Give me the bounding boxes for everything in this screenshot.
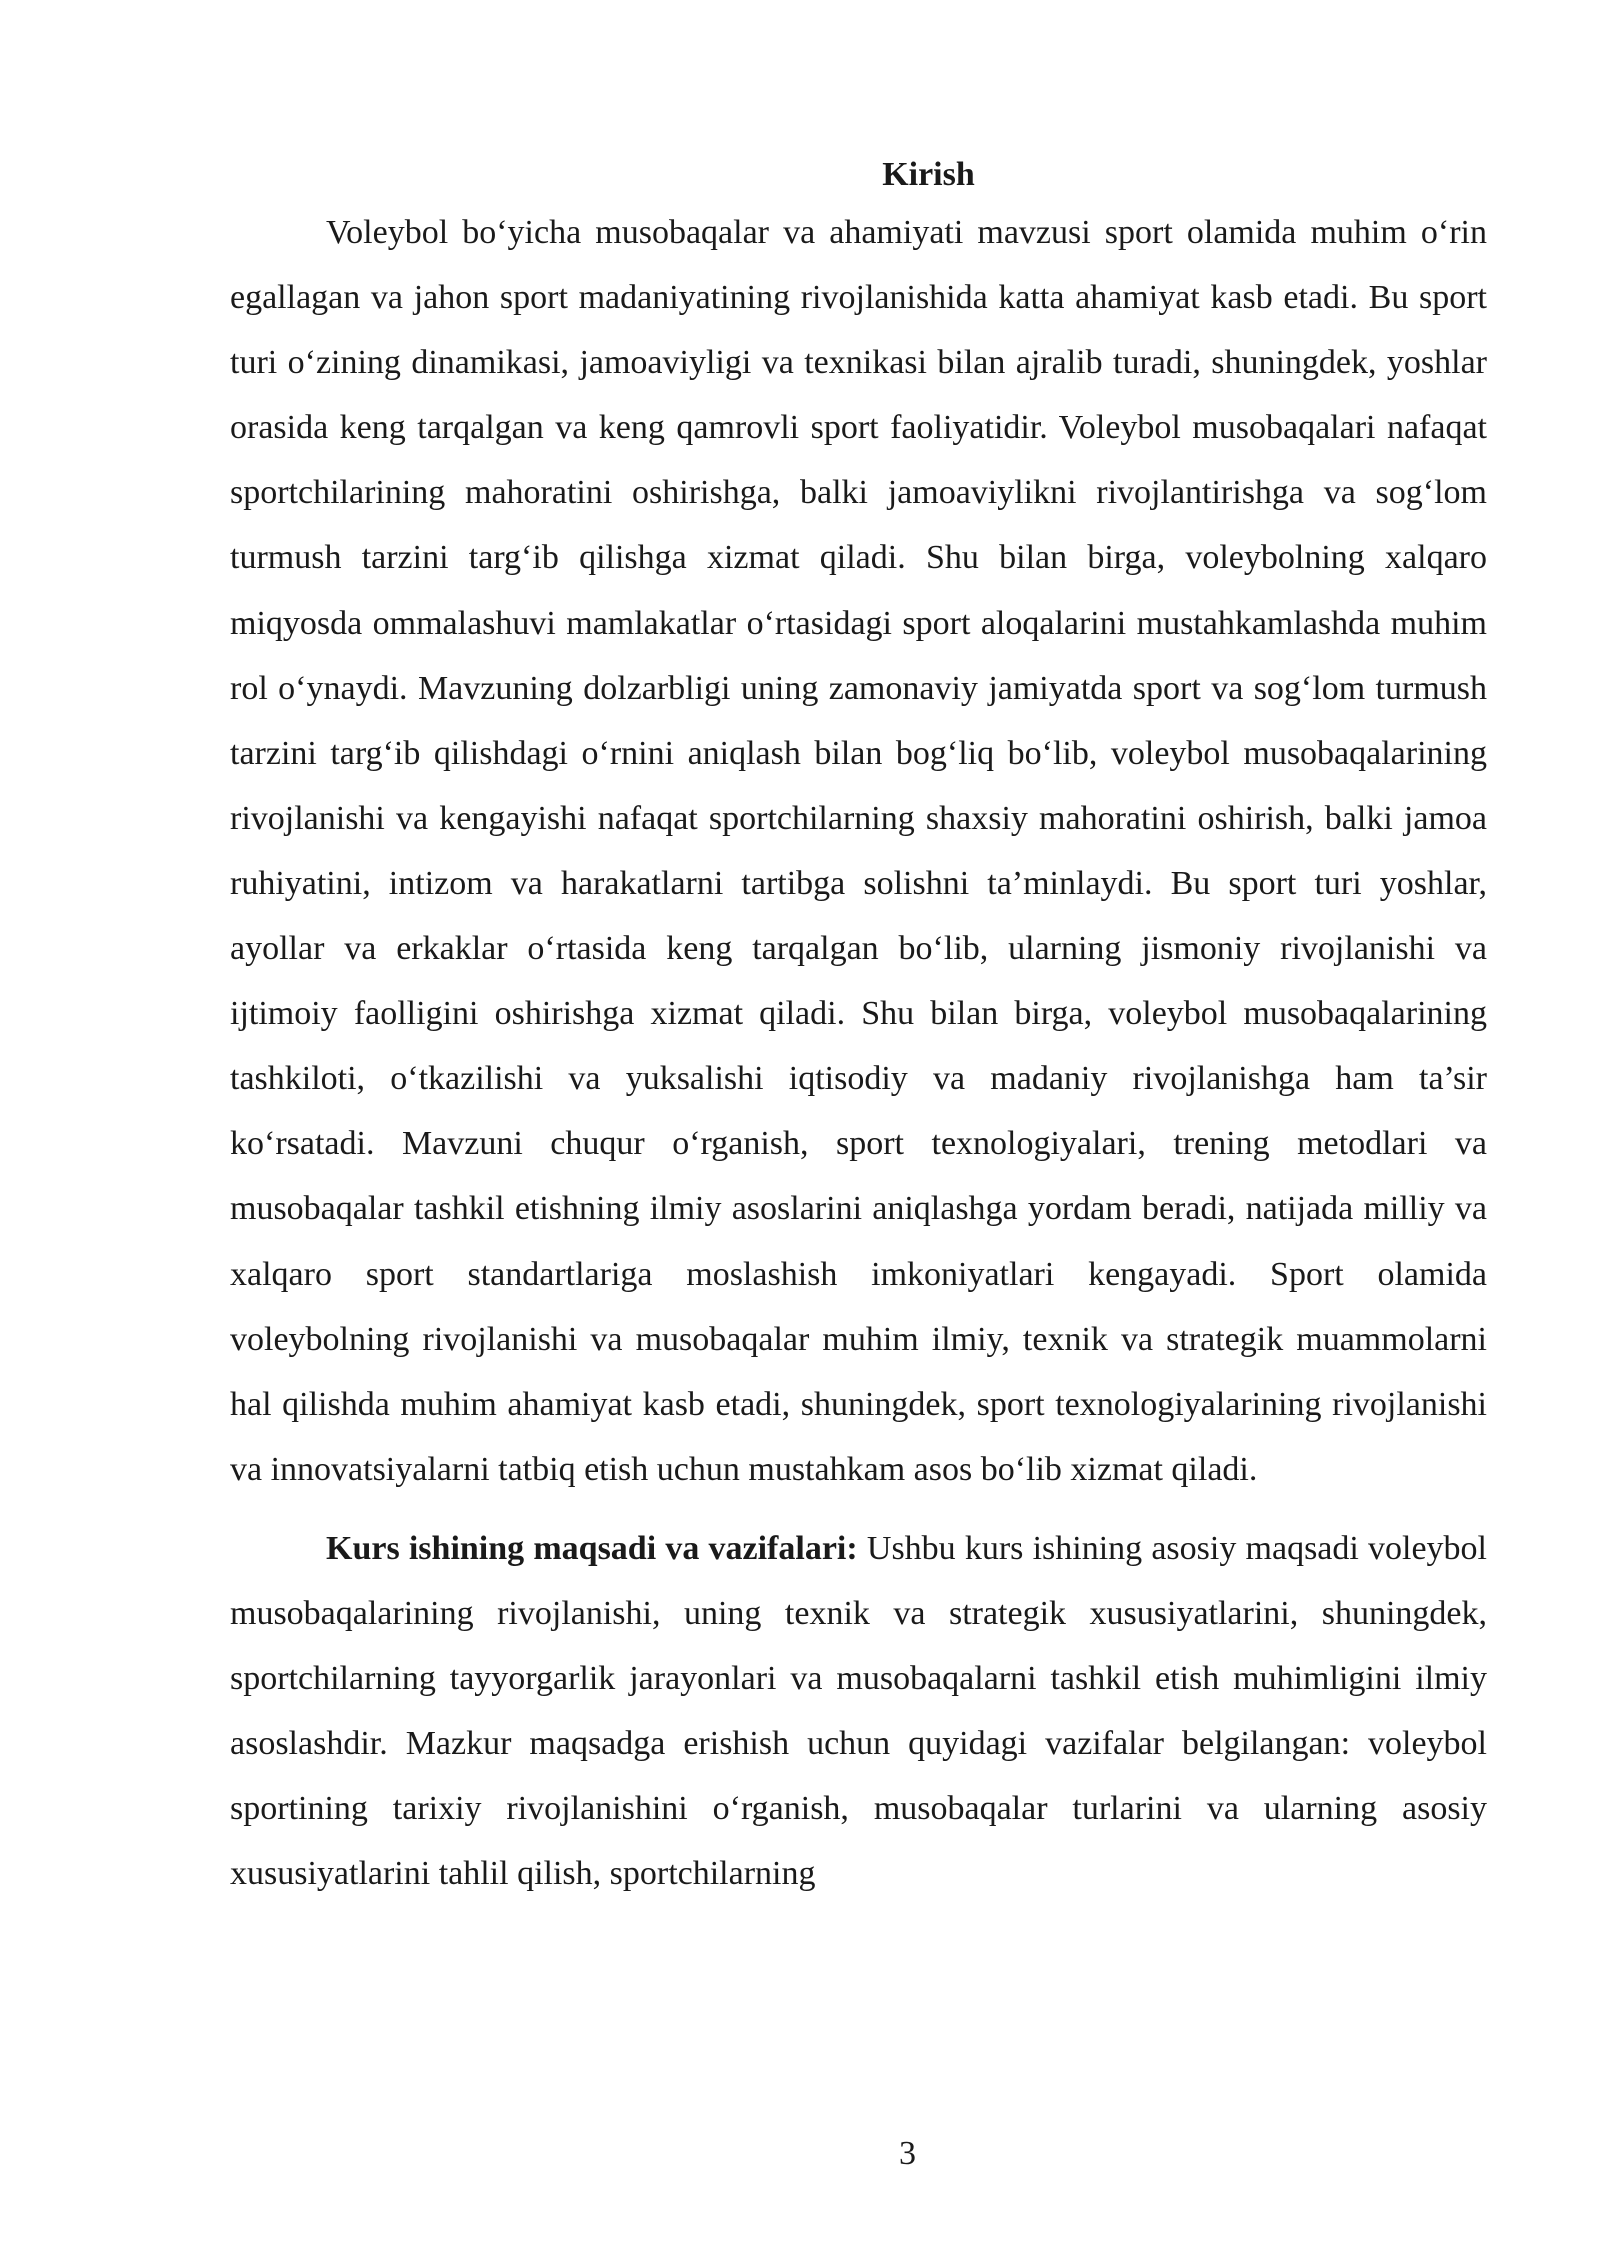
goals-paragraph [230, 1516, 1487, 1907]
page-number: 3 [899, 2135, 916, 2172]
intro-paragraph: Voleybol bo‘yicha musobaqalar va ahamiyati mavzusi sport olamida muhim o‘rin egallagan va jahon sport madaniyatining rivojlanishida katta ahamiyat kasb etadi. Bu sport turi o‘zining dinamikasi, jamoaviyligi va texnikasi bilan ajralib turadi, shuningdek, yoshlar orasida keng tarqalgan va keng qamrovli sport faoliyatidir. Voleybol musobaqalari nafaqat sportchilarining mahoratini oshirishga, balki jamoaviylikni rivojlantirishga va sog‘lom turmush tarzini targ‘ib qilishga xizmat qiladi. Shu bilan birga, voleybolning xalqaro miqyosda ommalashuvi mamlakatlar o‘rtasidagi sport aloqalarini mustahkamlashda muhim rol o‘ynaydi. Mavzuning dolzarbligi uning zamonaviy jamiyatda sport va sog‘lom turmush tarzini targ‘ib qilishdagi o‘rnini aniqlash bilan bog‘liq bo‘lib, voleybol musobaqalarining rivojlanishi va kengayishi nafaqat sportchilarning shaxsiy mahoratini oshirish, balki jamoa ruhiyatini, intizom va harakatlarni tartibga solishni ta’minlaydi. Bu sport turi yoshlar, ayollar va erkaklar o‘rtasida keng tarqalgan bo‘lib, ularning jismoniy rivojlanishi va ijtimoiy faolligini oshirishga xizmat qiladi. Shu bilan birga, voleybol musobaqalarining tashkiloti, o‘tkazilishi va yuksalishi iqtisodiy va madaniy rivojlanishga ham ta’sir ko‘rsatadi. Mavzuni chuqur o‘rganish, sport texnologiyalari, trening metodlari va musobaqalar tashkil etishning ilmiy asoslarini aniqlashga yordam beradi, natijada milliy va xalqaro sport standartlariga moslashish imkoniyatlari kengayadi. Sport olamida voleybolning rivojlanishi va musobaqalar muhim ilmiy, texnik va strategik muammolarni hal qilishda muhim ahamiyat kasb etadi, shuningdek, sport texnologiyalarining rivojlanishi va innovatsiyalarni tatbiq etish uchun mustahkam asos bo‘lib xizmat qiladi. [230, 214, 1487, 1488]
goals-heading: Kurs ishining maqsadi va vazifalari: [326, 1529, 858, 1567]
document-page [230, 150, 1487, 1906]
section-title: Kirish [882, 156, 975, 193]
goals-text: Ushbu kurs ishining asosiy maqsadi voleybol musobaqalarining rivojlanishi, uning texnik va strategik xususiyatlarini, shuningdek, sportchilarning tayyorgarlik jarayonlari va musobaqalarni tashkil etish muhimligini ilmiy asoslashdir. Mazkur maqsadga erishish uchun quyidagi vazifalar belgilangan: voleybol sportining tarixiy rivojlanishini o‘rganish, musobaqalar turlarini va ularning asosiy xususiyatlarini tahlil qilish, sportchilarning [230, 1529, 1487, 1893]
